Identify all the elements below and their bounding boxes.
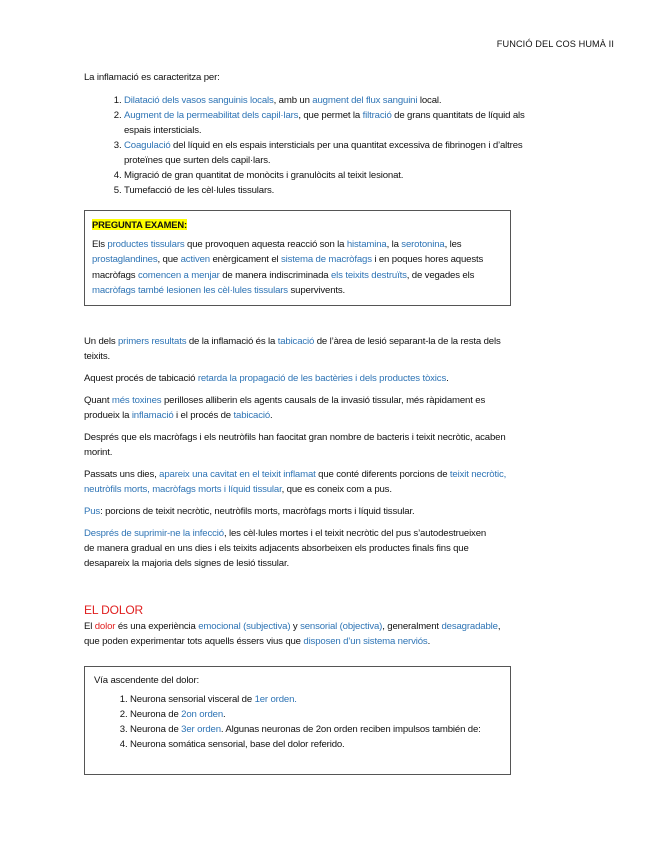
paragraph-pus: Pus: porcions de teixit necròtic, neutròfils morts, macròfags morts i líquid tissular.: [84, 506, 415, 517]
paragraph-proces: Aquest procés de tabicació retarda la propagació de les bactèries i dels productes tòxics.: [84, 373, 449, 384]
inflammation-list: [104, 93, 534, 198]
list-item: 2. Augment de la permeabilitat dels capil·lars, que permet la filtració de grans quantitats de líquid als espais intersticials.: [124, 108, 534, 138]
paragraph-dolor: El dolor és una experiència emocional (subjectiva) y sensorial (objectiva), generalment desagradable, que poden experimentar tots aquells éssers vius que disposen d’un sistema nerviós.: [84, 621, 501, 647]
exam-question-box: [84, 210, 511, 306]
list-item: 1. Neurona sensorial visceral de 1er orden.: [130, 692, 503, 707]
paragraph-toxines: Quant més toxines perilloses alliberin els agents causals de la invasió tissular, més ràpidament es produeix la inflamació i el procés de tabicació.: [84, 395, 486, 421]
paragraph-macrofags: Després que els macròfags i els neutròfils han faocitat gran nombre de bacteris i teixit necròtic, acaben morint.: [84, 432, 506, 458]
list-item: 3. Neurona de 3er orden. Algunas neuronas de 2on orden reciben impulsos también de:: [130, 722, 503, 737]
list-item: 1. Dilatació dels vasos sanguinis locals, amb un augment del flux sanguini local.: [124, 93, 534, 108]
section-title-dolor: EL DOLOR: [84, 603, 144, 617]
page-header: FUNCIÓ DEL COS HUMÀ II: [496, 39, 614, 49]
via-label: Vía ascendente del dolor:: [94, 675, 200, 686]
paragraph-cavitat: Passats uns dies, apareix una cavitat en el teixit inflamat que conté diferents porcions de teixit necròtic, neutròfils morts, macròfags morts i líquid tissular, que es coneix com a pus.: [84, 469, 507, 495]
via-ascendente-box: [84, 666, 511, 775]
list-item: 4. Migració de gran quantitat de monòcits i granulòcits al teixit lesionat.: [124, 168, 534, 183]
paragraph-autodestruccio: Després de suprimir-ne la infecció, les cèl·lules mortes i el teixit necròtic del pus s’autodestrueixen de manera gradual en uns dies i els teixits adjacents absorbeixen els productes finals fins que desapareix la majoria dels signes de lesió tissular.: [84, 528, 487, 569]
list-item: 2. Neurona de 2on orden.: [130, 707, 503, 722]
list-item: 4. Neurona somática sensorial, base del dolor referido.: [130, 737, 503, 752]
via-list: [92, 692, 503, 752]
list-item: 3. Coagulació del líquid en els espais intersticials per una quantitat excessiva de fibrinogen i d’altres proteïnes que surten dels capil·lars.: [124, 138, 534, 168]
intro-text: La inflamació es caracteritza per:: [84, 72, 220, 83]
exam-label: PREGUNTA EXAMEN:: [92, 219, 187, 230]
list-item: 5. Tumefacció de les cèl·lules tissulars.: [124, 183, 534, 198]
paragraph-tabicacio: Un dels primers resultats de la inflamació és la tabicació de l’àrea de lesió separant-la de la resta dels teixits.: [84, 336, 501, 362]
exam-text: Els productes tissulars que provoquen aquesta reacció son la histamina, la serotonina, les prostaglandines, que activen enèrgicament el sistema de macròfags i en poques hores aquests macròfags comencen a menjar de manera indiscriminada els teixits destruïts, de vegades els macròfags també lesionen les cèl·lules tissulars supervivents.: [92, 238, 484, 296]
